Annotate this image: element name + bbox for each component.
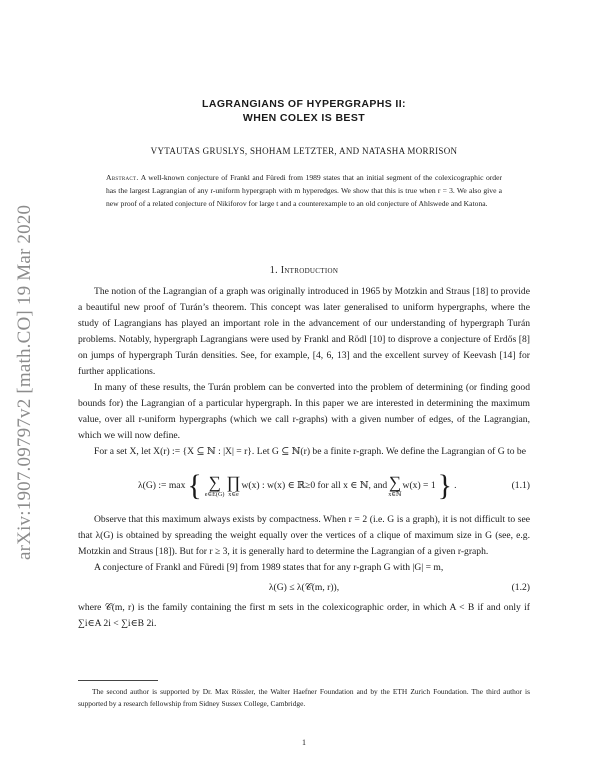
product-subscript: x∈e xyxy=(228,491,239,498)
paragraph-6: where 𝒞(m, r) is the family containing the first m sets in the colexicographic order, in which A < B if and only if ∑i∈A 2i < ∑i∈B 2i. xyxy=(78,602,530,629)
title-line-2: WHEN COLEX IS BEST xyxy=(242,112,366,124)
paragraph-4: Observe that this maximum always exists by compactness. When r = 2 (i.e. G is a graph), it is not difficult to see that λ(G) is obtained by spreading the weight equally over the vertices of a clique of maximum size in G (see, e.g. Motzkin and Straus [18]). But for r ≥ 3, it is generally hard to determine the Lagrangian of a given r-graph. xyxy=(78,514,530,557)
abstract-text: A well-known conjecture of Frankl and Füredi from 1989 states that an initial segment of the colexicographic order has the largest Lagrangian of any r-uniform hypergraph with m hyperedges. We show that this is true when r = 3. We also give a new proof of a related conjecture of Nikiforov for large t and a counterexample to an old conjecture of Ahlswede and Katona. xyxy=(106,173,502,208)
equation-lhs: λ(G) := max xyxy=(138,480,186,491)
equation-1-1: λ(G) := max { ∑ e∈E(G) ∏ x∈e w(x) : w(x) ∈ ℝ≥0 for all x ∈ ℕ, and ∑ x∈ℕ w(x) = 1 } . (1.1) xyxy=(138,469,530,502)
page-number: 1 xyxy=(302,738,306,747)
equation-term: w(x) : w(x) ∈ ℝ≥0 for all x ∈ ℕ, and xyxy=(241,480,388,491)
author-list: VYTAUTAS GRUSLYS, SHOHAM LETZTER, AND NATASHA MORRISON xyxy=(150,146,458,156)
paragraph-5: A conjecture of Frankl and Füredi [9] from 1989 states that for any r-graph G with |G| = m, xyxy=(94,562,444,573)
footnote-rule xyxy=(78,680,158,681)
right-brace: } xyxy=(437,469,453,502)
equation-1-2-text: λ(G) ≤ λ(𝒞(m, r)), xyxy=(268,582,340,593)
sum-subscript: e∈E(G) xyxy=(204,491,225,498)
equation-1-2 xyxy=(78,576,530,600)
section-heading xyxy=(78,265,530,276)
paragraph-3: For a set X, let X(r) := {X ⊆ ℕ : |X| = r}. Let G ⊆ ℕ(r) be a finite r-graph. We define the Lagrangian of G to be xyxy=(94,446,526,457)
paragraph-2: In many of these results, the Turán problem can be converted into the problem of determining (or finding good bounds for) the Lagrangian of a particular hypergraph. In this paper we are interested in determining the maximum value, over all r-uniform hypergraphs (which we call r-graphs) with a given number of edges, of the Lagrangian, which we will now define. xyxy=(78,382,530,441)
footnote: The second author is supported by Dr. Max Rössler, the Walter Haefner Foundation and by the ETH Zurich Foundation. The third author is supported by a research fellowship from Sidney Sussex College, Cambridge. xyxy=(78,687,530,708)
equation-number-1-1: (1.1) xyxy=(511,480,530,491)
equation-term-2: w(x) = 1 xyxy=(402,480,436,491)
sum-operator-2: ∑ x∈ℕ xyxy=(388,473,402,498)
body-text xyxy=(78,284,530,632)
abstract-label: Abstract. xyxy=(106,173,139,182)
equation-number-1-2: (1.2) xyxy=(511,582,530,593)
arxiv-stamp: arXiv:1907.09797v2 [math.CO] 19 Mar 2020 xyxy=(14,204,35,561)
section-title: 1. Introduction xyxy=(269,265,339,276)
sum2-subscript: x∈ℕ xyxy=(388,491,402,498)
left-brace: { xyxy=(187,469,202,502)
paragraph-1: The notion of the Lagrangian of a graph was originally introduced in 1965 by Motzkin and Straus [18] to provide a beautiful new proof of Turán’s theorem. This concept was later generalised to uniform hypergraphs, where the study of Lagrangians has played an important role in the advancement of our understanding of hypergraph Turán problems. Notably, hypergraph Lagrangians were used by Frankl and Rödl [10] to disprove a conjecture of Erdős [8] on jumps of hypergraph Turán densities. See, for example, [4, 6, 13] and the excellent survey of Keevash [14] for further applications. xyxy=(78,286,530,377)
abstract xyxy=(106,172,502,210)
title-line-1: LAGRANGIANS OF HYPERGRAPHS II: xyxy=(202,98,406,110)
sum-operator: ∑ e∈E(G) xyxy=(204,473,225,498)
paper-title xyxy=(78,97,530,125)
product-operator: ∏ x∈e xyxy=(226,473,241,498)
